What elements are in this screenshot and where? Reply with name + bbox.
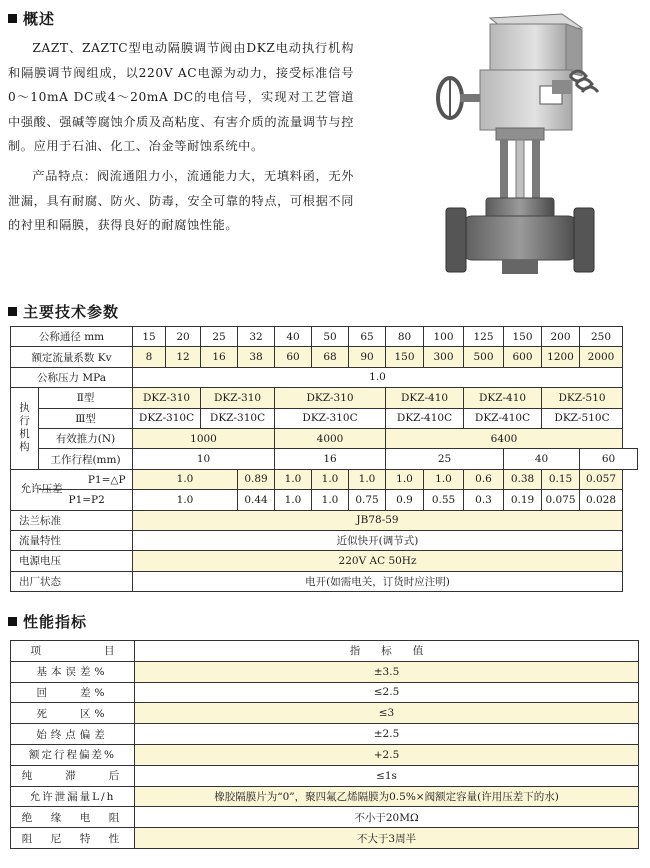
dp1-label: P1=△P [87, 473, 126, 486]
type3-cell: DKZ-410C [386, 408, 464, 428]
power-label: 电源电压 [11, 551, 133, 571]
type3-cell: DKZ-510C [542, 408, 623, 428]
perf-item: 回 差% [11, 682, 135, 703]
dp1-label-cell [20, 469, 133, 495]
dp2-cell: 0.44 [238, 490, 275, 510]
overview-paragraph: ZAZT、ZAZTC型电动隔膜调节阀由DKZ电动执行机构和隔膜调节阀组成，以220V AC电源为动力，接受标准信号0～10mA DC或4～20mA DC的电信号，实现对工艺管道中强酸、强碱等腐蚀介质及高粘度、有害介质的流量调节与控制。应用于石油、化工、冶金等耐蚀系统中。 [8, 41, 354, 154]
kv-cell: 16 [201, 347, 238, 367]
params-table [10, 326, 638, 592]
perf-row [11, 828, 639, 849]
perf-item: 允许泄漏量L/h [11, 786, 135, 807]
factory-label: 出厂状态 [11, 571, 133, 591]
dn-cell: 200 [542, 327, 580, 347]
kv-cell: 12 [166, 347, 201, 367]
power-value: 220V AC 50Hz [133, 551, 623, 571]
dp2-cell: 0.028 [580, 490, 623, 510]
type3-cell: DKZ-310C [133, 408, 201, 428]
stroke-cell: 16 [275, 449, 386, 469]
thrust-label: 有效推力(N) [39, 428, 133, 448]
stroke-cell: 40 [504, 449, 580, 469]
perf-value: 不小于20MΩ [135, 807, 639, 828]
flange-row [11, 510, 638, 530]
overview-heading: 概述 [8, 8, 55, 29]
perf-value: ≤2.5 [135, 682, 639, 703]
type2-cell: DKZ-310 [201, 388, 275, 408]
valve-photo [432, 10, 602, 290]
type3-cell: DKZ-310C [275, 408, 386, 428]
stroke-row [11, 449, 638, 469]
stroke-cell: 10 [133, 449, 275, 469]
perf-item: 纯 滞 后 [11, 765, 135, 786]
dn-cell: 32 [238, 327, 275, 347]
flange-value: JB78-59 [133, 510, 623, 530]
perf-row [11, 765, 639, 786]
dp1-cell: 0.6 [464, 469, 504, 489]
pn-row [11, 367, 638, 387]
dp1-cell: 0.89 [238, 469, 275, 489]
dn-cell: 20 [166, 327, 201, 347]
perf-head-value: 指 标 值 [135, 641, 639, 662]
flow-label: 流量特性 [11, 530, 133, 550]
perf-item: 基本误差% [11, 661, 135, 682]
flange-label: 法兰标准 [11, 510, 133, 530]
dp2-cell: 0.19 [504, 490, 542, 510]
kv-cell: 90 [349, 347, 386, 367]
stroke-cell: 60 [580, 449, 638, 469]
thrust-cell: 4000 [275, 428, 386, 448]
overview-text [8, 36, 354, 238]
kv-cell: 600 [504, 347, 542, 367]
perf-value: ≤1s [135, 765, 639, 786]
dn-cell: 50 [312, 327, 349, 347]
dn-cell: 150 [504, 327, 542, 347]
square-bullet-icon [8, 617, 17, 626]
perf-value: ±3.5 [135, 661, 639, 682]
perf-value: 橡胶隔膜片为“0”，聚四氟乙烯隔膜为0.5%×阀额定容量(许用压差下的水) [135, 786, 639, 807]
perf-row [11, 724, 639, 745]
type3-label: Ⅲ型 [39, 408, 133, 428]
params-heading: 主要技术参数 [8, 301, 119, 322]
dp2-cell: 0.55 [424, 490, 464, 510]
perf-row [11, 744, 639, 765]
perf-value: +2.5 [135, 744, 639, 765]
kv-cell: 8 [133, 347, 166, 367]
dp1-cell: 0.15 [542, 469, 580, 489]
type3-cell: DKZ-410C [464, 408, 542, 428]
thrust-cell: 1000 [133, 428, 275, 448]
kv-label: 额定流量系数 Kv [11, 347, 133, 367]
perf-value: ±2.5 [135, 724, 639, 745]
kv-cell: 60 [275, 347, 312, 367]
actuator-label-text: 执行机构 [19, 402, 30, 454]
dn-cell: 65 [349, 327, 386, 347]
features-paragraph: 产品特点：阀流通阻力小，流通能力大，无填料函，无外泄漏，具有耐腐、防火、防毒，安全可靠的特点，可根据不同的衬里和隔膜，获得良好的耐腐蚀性能。 [8, 168, 354, 233]
dp2-cell: 0.75 [349, 490, 386, 510]
perf-item: 始终点偏差 [11, 724, 135, 745]
dp1-cell: 1.0 [275, 469, 312, 489]
flow-value: 近似快开(调节式) [133, 530, 623, 550]
dp1-cell: 1.0 [133, 469, 238, 489]
factory-value: 电开(如需电关，订货时应注明) [133, 571, 623, 591]
dn-cell: 15 [133, 327, 166, 347]
type2-cell: DKZ-410 [464, 388, 542, 408]
perf-row [11, 661, 639, 682]
kv-cell: 300 [424, 347, 464, 367]
dn-cell: 40 [275, 327, 312, 347]
perf-value: 不大于3周半 [135, 828, 639, 849]
kv-cell: 150 [386, 347, 424, 367]
perf-header-row [11, 641, 639, 662]
dn-label: 公称通径 mm [11, 327, 133, 347]
type2-cell: DKZ-410 [386, 388, 464, 408]
square-bullet-icon [8, 307, 17, 316]
dp1-row [11, 469, 638, 489]
dn-cell: 100 [424, 327, 464, 347]
type2-cell: DKZ-510 [542, 388, 623, 408]
flow-row [11, 530, 638, 550]
dn-row [11, 327, 638, 347]
dp1-cell: 1.0 [349, 469, 386, 489]
stroke-cell: 25 [386, 449, 504, 469]
actuator-label [11, 388, 39, 470]
perf-item: 死 区% [11, 703, 135, 724]
perf-row [11, 807, 639, 828]
dn-cell: 125 [464, 327, 504, 347]
type3-cell: DKZ-310C [201, 408, 275, 428]
dp-label: 允许压差 [20, 482, 63, 495]
dp2-row [11, 490, 638, 510]
kv-cell: 68 [312, 347, 349, 367]
type2-cell: DKZ-310 [275, 388, 386, 408]
type2-label: Ⅱ型 [39, 388, 133, 408]
power-row [11, 551, 638, 571]
type2-row [11, 388, 638, 408]
dn-cell: 80 [386, 327, 424, 347]
dn-cell: 250 [580, 327, 623, 347]
square-bullet-icon [8, 14, 17, 23]
stroke-label: 工作行程(mm) [39, 449, 133, 469]
dp1-cell: 1.0 [386, 469, 424, 489]
pn-value: 1.0 [133, 367, 623, 387]
perf-item: 额定行程偏差% [11, 744, 135, 765]
kv-cell: 2000 [580, 347, 623, 367]
perf-value: ≤3 [135, 703, 639, 724]
pn-label: 公称压力 MPa [11, 367, 133, 387]
dp2-cell: 1.0 [312, 490, 349, 510]
dp1-cell: 0.38 [504, 469, 542, 489]
thrust-row [11, 428, 638, 448]
dp1-cell: 1.0 [424, 469, 464, 489]
type3-row [11, 408, 638, 428]
dp2-label: P1=P2 [68, 493, 105, 506]
kv-cell: 38 [238, 347, 275, 367]
perf-table [10, 640, 639, 849]
perf-head-item: 项 目 [11, 641, 135, 662]
dp1-cell: 0.057 [580, 469, 623, 489]
thrust-cell: 6400 [386, 428, 623, 448]
dn-cell: 25 [201, 327, 238, 347]
perf-item: 绝 缘 电 阻 [11, 807, 135, 828]
dp1-cell: 1.0 [312, 469, 349, 489]
type2-cell: DKZ-310 [133, 388, 201, 408]
perf-row [11, 682, 639, 703]
dp2-cell: 0.3 [464, 490, 504, 510]
kv-cell: 500 [464, 347, 504, 367]
perf-item: 阻 尼 特 性 [11, 828, 135, 849]
kv-row [11, 347, 638, 367]
perf-row [11, 786, 639, 807]
perf-row [11, 703, 639, 724]
dp2-cell: 1.0 [275, 490, 312, 510]
dp2-cell: 1.0 [133, 490, 238, 510]
dp2-cell: 0.9 [386, 490, 424, 510]
factory-row [11, 571, 638, 591]
perf-heading: 性能指标 [8, 611, 87, 632]
kv-cell: 1200 [542, 347, 580, 367]
dp2-cell: 0.075 [542, 490, 580, 510]
